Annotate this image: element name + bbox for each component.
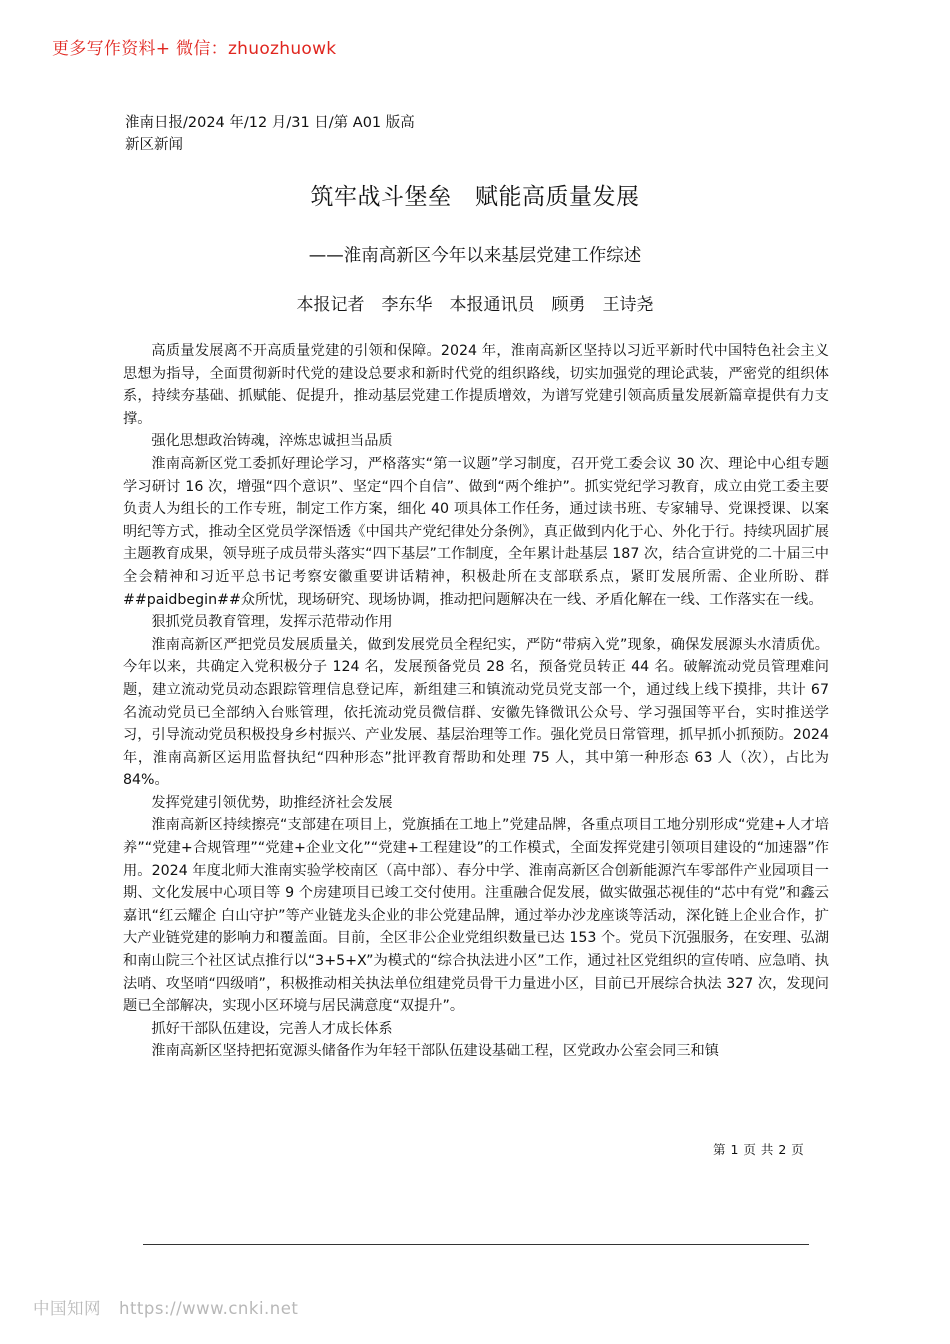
article-body [123, 340, 829, 1063]
paragraph: 淮南高新区党工委抓好理论学习，严格落实“第一议题”学习制度，召开党工委会议 30 次、理论中心组专题学习研讨 16 次，增强“四个意识”、坚定“四个自信”、做到“两个维护”。抓实党纪学习教育，成立由党工委主要负责人为组长的工作专班，制定工作方案，细化 40 项具体工作任务，通过读书班、专家辅导、党课授课、以案明纪等方式，推动全区党员学深悟透《中国共产党纪律处分条例》，真正做到内化于心、外化于行。持续巩固扩展主题教育成果，领导班子成员带头落实“四下基层”工作制度，全年累计赴基层 187 次，结合宣讲党的二十届三中全会精神和习近平总书记考察安徽重要讲话精神，积极赴所在支部联系点，紧盯发展所需、企业所盼、群##paidbegin##众所忧，现场研究、现场协调，推动把问题解决在一线、矛盾化解在一线、工作落实在一线。 [123, 455, 829, 608]
page-number: 第 1 页 共 2 页 [713, 1142, 805, 1157]
paragraph: 淮南高新区严把党员发展质量关，做到发展党员全程纪实，严防“带病入党”现象，确保发展源头水清质优。今年以来，共确定入党积极分子 124 名，发展预备党员 28 名，预备党员转正 44 名。破解流动党员管理难问题，建立流动党员动态跟踪管理信息登记库，新组建三和镇流动党员党支部一个，通过线上线下摸排，共计 67 名流动党员已全部纳入台账管理，依托流动党员微信群、安徽先锋微讯公众号、学习强国等平台，实时推送学习，引导流动党员积极投身乡村振兴、产业发展、基层治理等工作。强化党员日常管理，抓早抓小抓预防。2024 年，淮南高新区运用监督执纪“四种形态”批评教育帮助和处理 75 人，其中第一种形态 63 人（次），占比为 84%。 [123, 636, 829, 789]
section-heading: 强化思想政治铸魂，淬炼忠诚担当品质 [151, 433, 393, 450]
watermark-url: https://www.cnki.net [119, 1299, 299, 1318]
section-heading: 狠抓党员教育管理，发挥示范带动作用 [151, 614, 393, 631]
promo-banner: 更多写作资料+ 微信：zhuozhuowk [52, 39, 337, 59]
source-citation: 淮南日报/2024 年/12 月/31 日/第 A01 版高新区新闻 [125, 115, 415, 153]
paragraph: 淮南高新区坚持把拓宽源头储备作为年轻干部队伍建设基础工程，区党政办公室会同三和镇 [151, 1043, 719, 1060]
article-byline: 本报记者 李东华 本报通讯员 顾勇 王诗尧 [296, 295, 654, 315]
article-title: 筑牢战斗堡垒 赋能高质量发展 [310, 184, 640, 210]
watermark-site: 中国知网 [33, 1299, 101, 1318]
section-heading: 发挥党建引领优势，助推经济社会发展 [151, 794, 393, 811]
paragraph-intro: 高质量发展离不开高质量党建的引领和保障。2024 年，淮南高新区坚持以习近平新时代中国特色社会主义思想为指导，全面贯彻新时代党的建设总要求和新时代党的组织路线，切实加强党的理论武装，严密党的组织体系，持续夯基础、抓赋能、促提升，推动基层党建工作提质增效，为谱写党建引领高质量发展新篇章提供有力支撑。 [123, 343, 829, 427]
article-subtitle: ——淮南高新区今年以来基层党建工作综述 [308, 246, 642, 266]
paragraph: 淮南高新区持续擦亮“支部建在项目上，党旗插在工地上”党建品牌，各重点项目工地分别形成“党建+人才培养”“党建+合规管理”“党建+企业文化”“党建+工程建设”的工作模式，全面发挥党建引领项目建设的“加速器”作用。2024 年度北师大淮南实验学校南区（高中部）、春分中学、淮南高新区合创新能源汽车零部件产业园项目一期、文化发展中心项目等 9 个房建项目已竣工交付使用。注重融合促发展，做实做强芯视佳的“芯中有党”和鑫云嘉讯“红云耀企 白山守护”等产业链龙头企业的非公党建品牌，通过举办沙龙座谈等活动，深化链上企业合作，扩大产业链党建的影响力和覆盖面。目前，全区非公企业党组织数量已达 153 个。党员下沉强服务，在安理、弘湖和南山院三个社区试点推行以“3+5+X”为模式的“综合执法进小区”工作，通过社区党组织的宣传哨、应急哨、执法哨、攻坚哨“四级哨”，积极推动相关执法单位组建党员骨干力量进小区，目前已开展综合执法 327 次，发现问题已全部解决，实现小区环境与居民满意度“双提升”。 [123, 817, 829, 1015]
cnki-watermark [33, 1295, 298, 1319]
section-heading: 抓好干部队伍建设，完善人才成长体系 [151, 1020, 393, 1037]
footer-divider [143, 1244, 809, 1245]
